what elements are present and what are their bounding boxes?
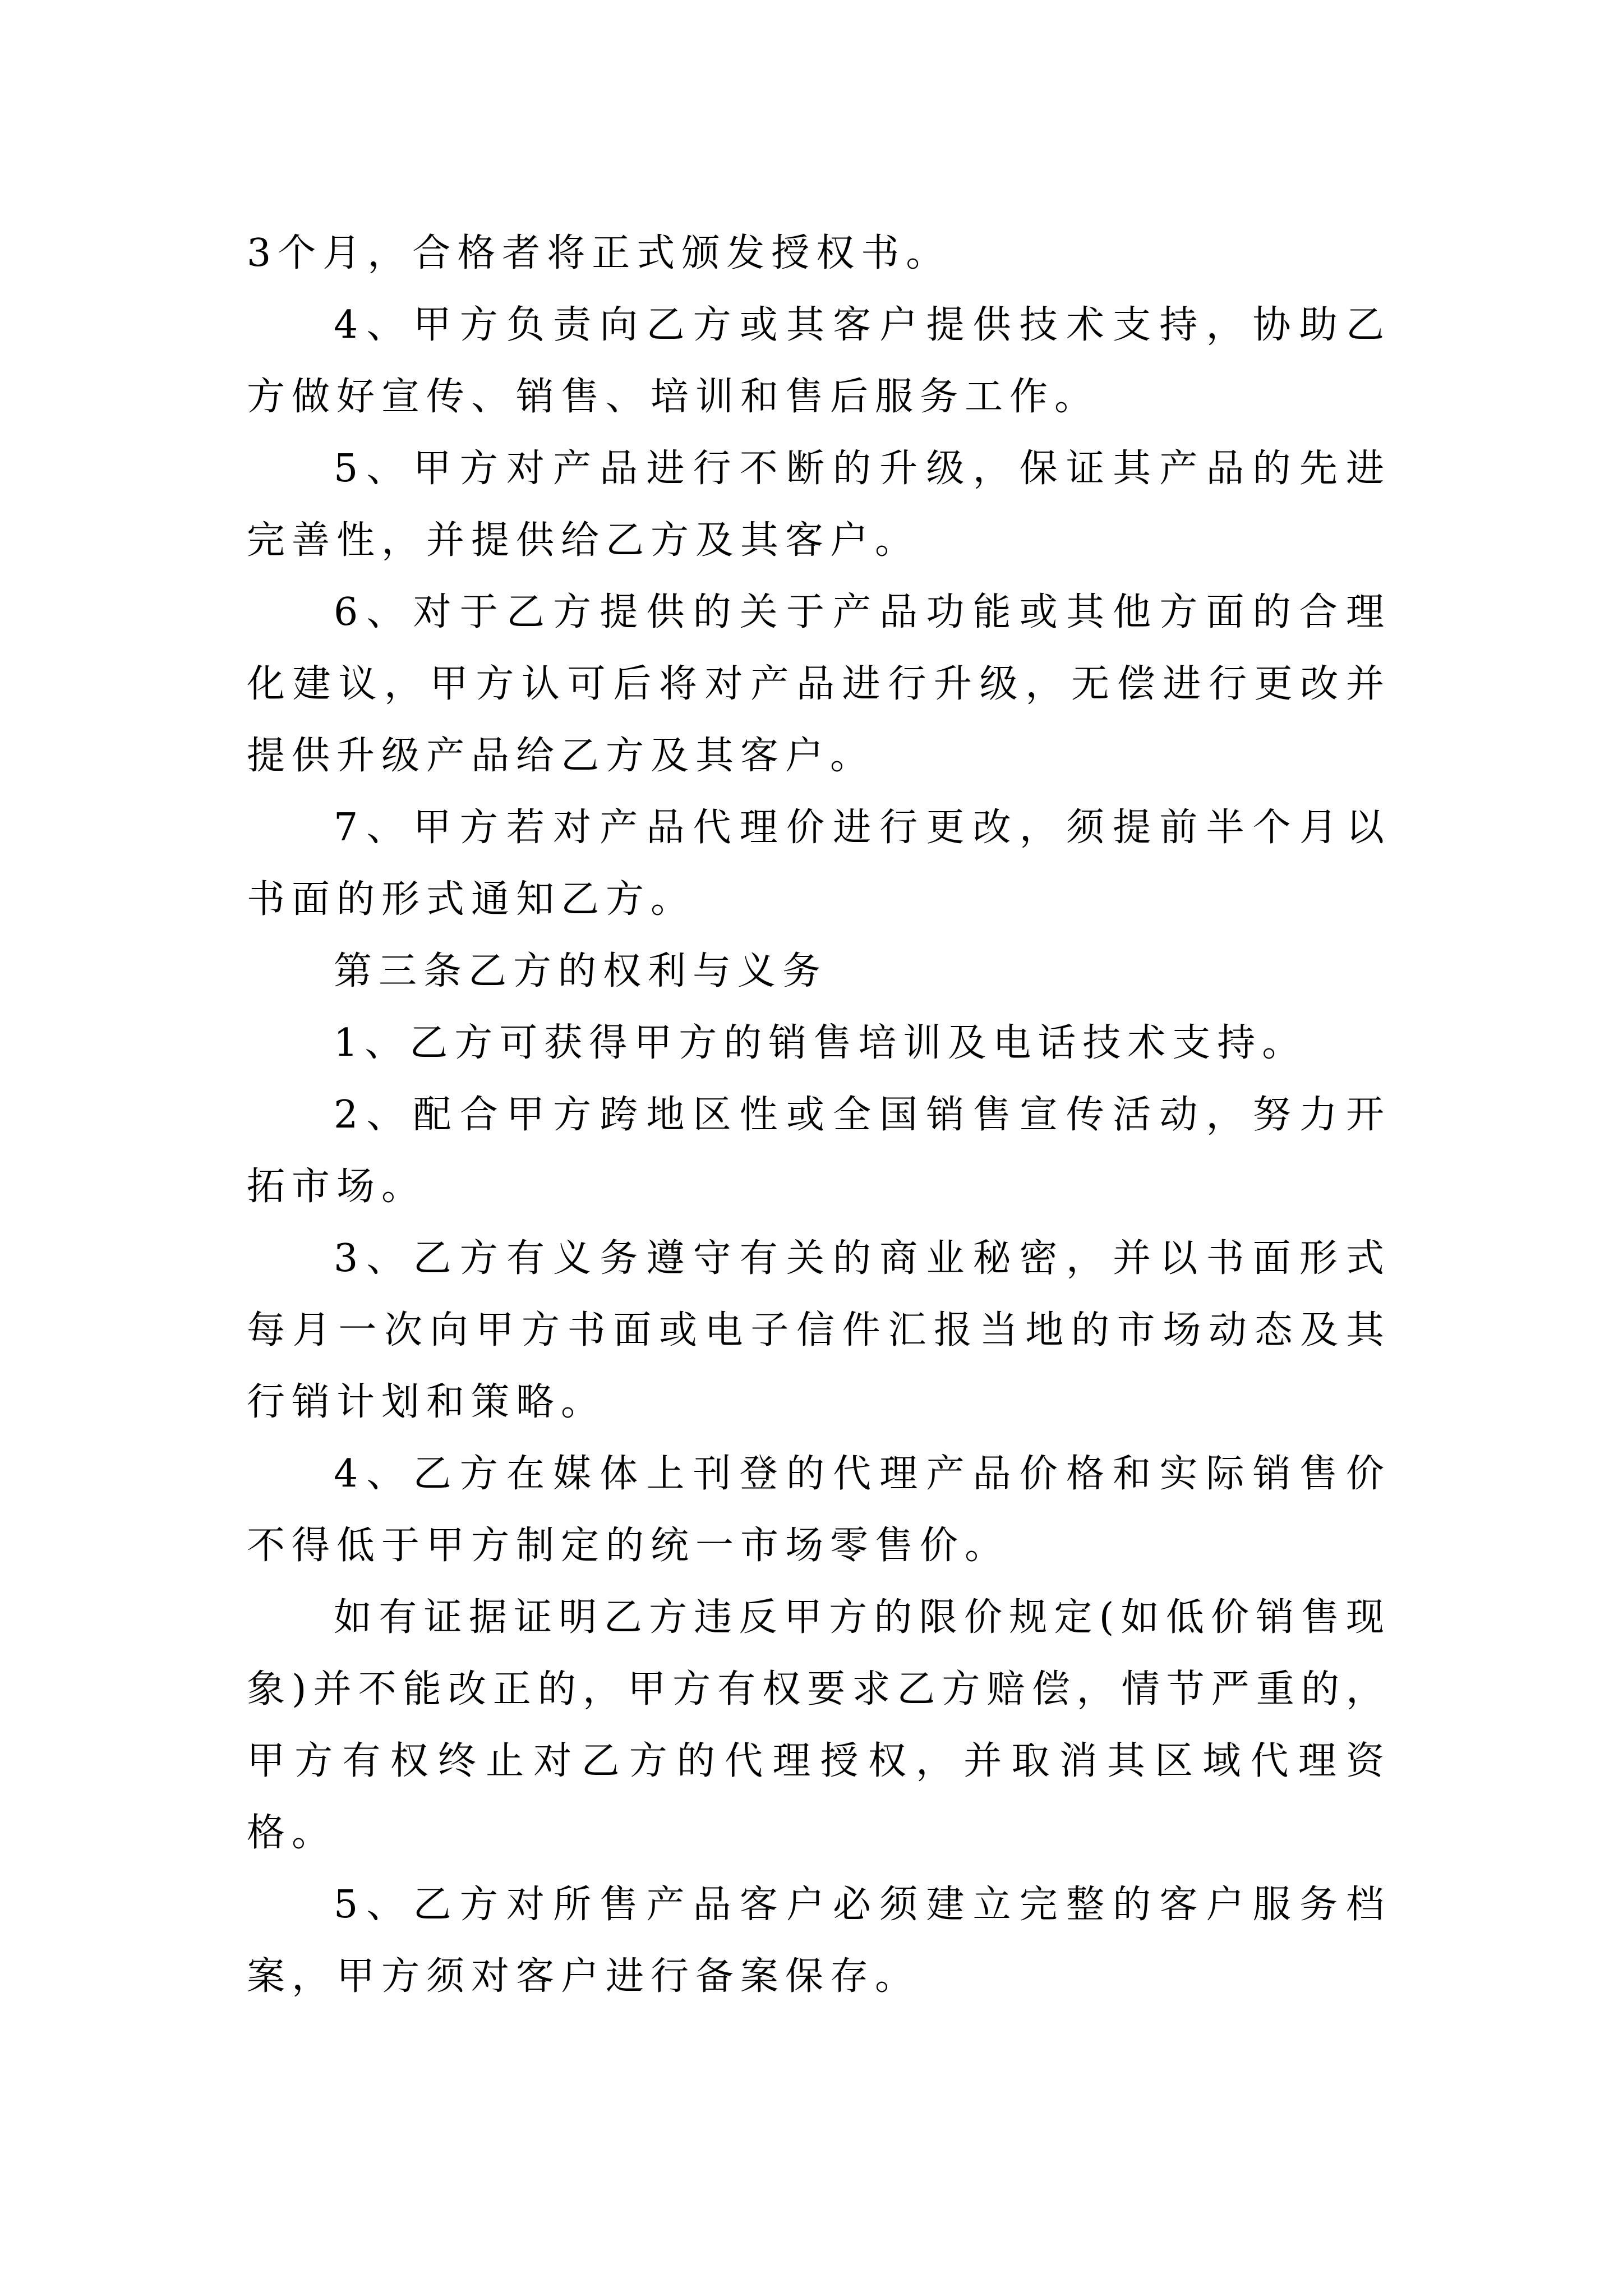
paragraph-7: 1、乙方可获得甲方的销售培训及电话技术支持。	[334, 1021, 1307, 1065]
paragraph-5: 7、甲方若对产品代理价进行更改，须提前半个月以书面的形式通知乙方。	[247, 806, 1391, 922]
section-heading: 第三条乙方的权利与义务	[334, 949, 828, 993]
paragraph-1: 3个月，合格者将正式颁发授权书。	[247, 231, 951, 275]
document-body	[247, 218, 1391, 2013]
paragraph-10: 4、乙方在媒体上刊登的代理产品价格和实际销售价不得低于甲方制定的统一市场零售价。	[247, 1452, 1391, 1568]
paragraph-4: 6、对于乙方提供的关于产品功能或其他方面的合理化建议，甲方认可后将对产品进行升级，无偿进行更改并提供升级产品给乙方及其客户。	[247, 590, 1391, 778]
paragraph-9: 3、乙方有义务遵守有关的商业秘密，并以书面形式每月一次向甲方书面或电子信件汇报当地的市场动态及其行销计划和策略。	[247, 1236, 1391, 1424]
paragraph-3: 5、甲方对产品进行不断的升级，保证其产品的先进完善性，并提供给乙方及其客户。	[247, 447, 1391, 563]
paragraph-11: 如有证据证明乙方违反甲方的限价规定(如低价销售现象)并不能改正的，甲方有权要求乙方赔偿，情节严重的，甲方有权终止对乙方的代理授权，并取消其区域代理资格。	[247, 1595, 1391, 1855]
paragraph-2: 4、甲方负责向乙方或其客户提供技术支持，协助乙方做好宣传、销售、培训和售后服务工作。	[247, 303, 1391, 419]
paragraph-12: 5、乙方对所售产品客户必须建立完整的客户服务档案，甲方须对客户进行备案保存。	[247, 1883, 1391, 1999]
paragraph-8: 2、配合甲方跨地区性或全国销售宣传活动，努力开拓市场。	[247, 1093, 1391, 1209]
